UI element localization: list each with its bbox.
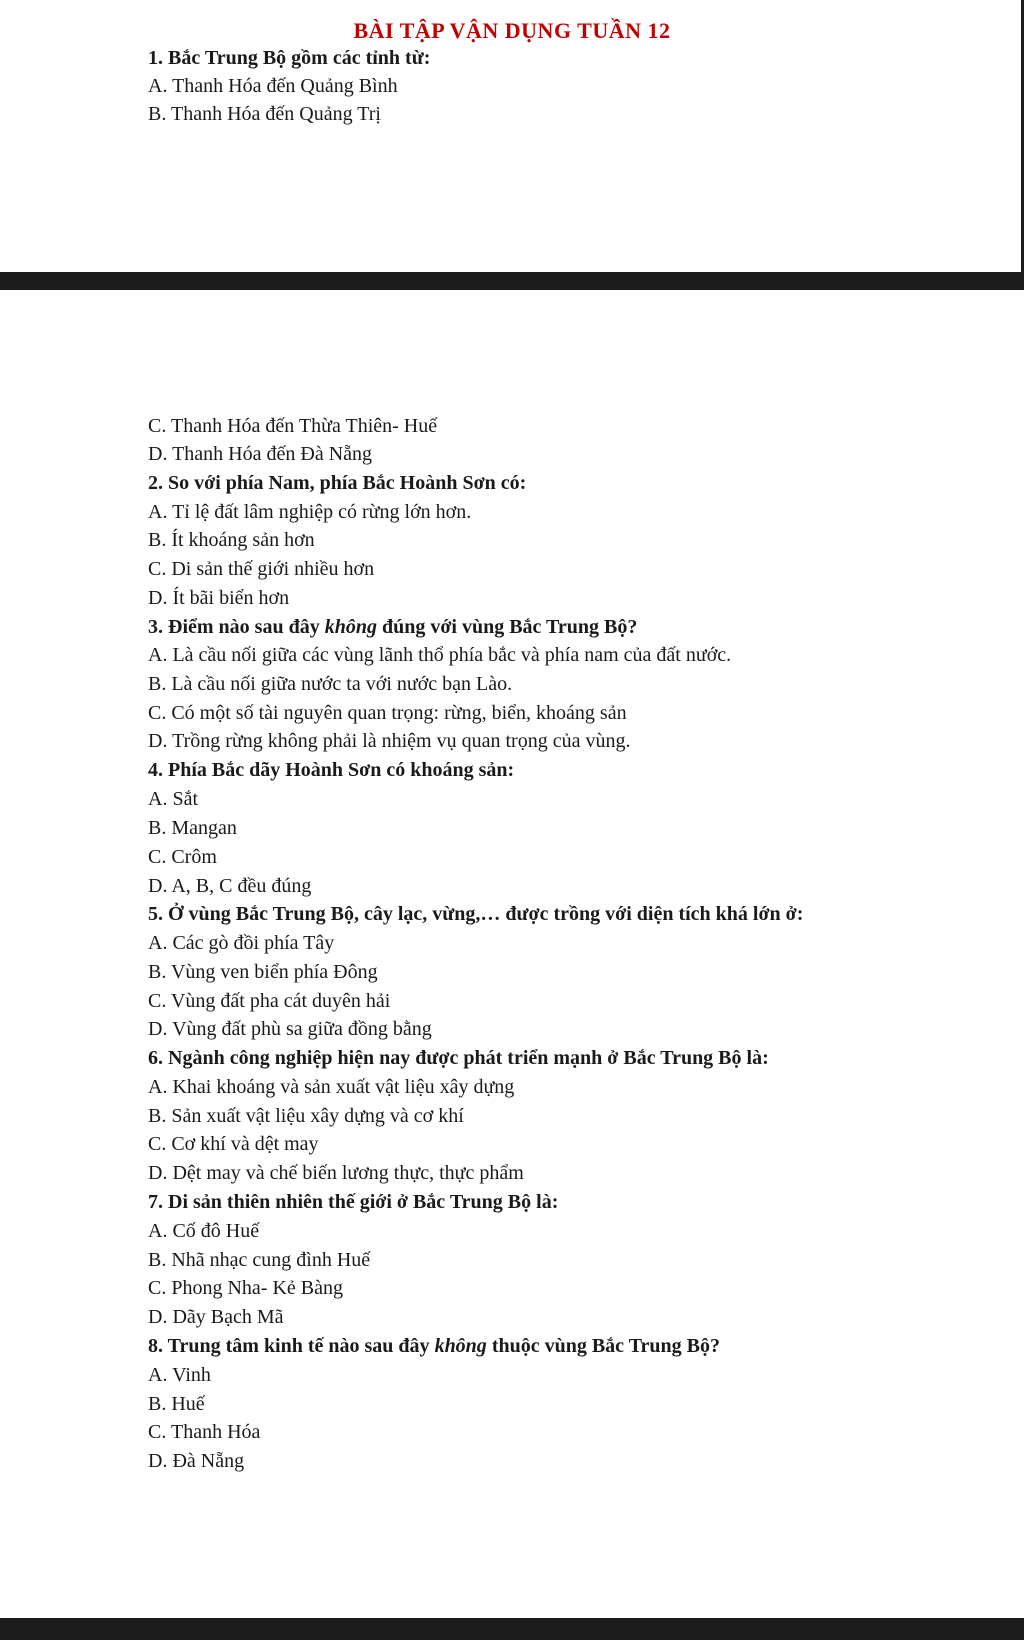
question-2-option-d: D. Ít bãi biển hơn <box>148 587 290 609</box>
question-2-option-c: C. Di sản thế giới nhiều hơn <box>148 558 375 580</box>
question-7-option-d: D. Dãy Bạch Mã <box>148 1306 284 1328</box>
question-5-option-b: B. Vùng ven biển phía Đông <box>148 961 378 983</box>
question-7-option-c: C. Phong Nha- Kẻ Bàng <box>148 1277 343 1299</box>
question-8-option-a: A. Vinh <box>148 1364 211 1386</box>
question-7-option-b: B. Nhã nhạc cung đình Huế <box>148 1249 371 1271</box>
question-2-option-a: A. Tỉ lệ đất lâm nghiệp có rừng lớn hơn. <box>148 501 472 523</box>
question-3-text-start: 3. Điểm nào sau đây <box>148 616 325 638</box>
question-1-option-a: A. Thanh Hóa đến Quảng Bình <box>148 75 398 97</box>
question-6-option-d: D. Dệt may và chế biến lương thực, thực phẩm <box>148 1162 524 1184</box>
question-8-emphasis: không <box>434 1335 487 1357</box>
question-1: 1. Bắc Trung Bộ gồm các tỉnh từ: <box>148 47 431 69</box>
page-break-bar <box>0 272 1024 290</box>
question-2: 2. So với phía Nam, phía Bắc Hoành Sơn có: <box>148 472 527 494</box>
question-4-option-a: A. Sắt <box>148 788 198 810</box>
question-2-option-b: B. Ít khoáng sản hơn <box>148 529 315 551</box>
question-6: 6. Ngành công nghiệp hiện nay được phát triển mạnh ở Bắc Trung Bộ là: <box>148 1047 769 1069</box>
question-8-option-d: D. Đà Nẵng <box>148 1450 245 1472</box>
question-8-option-b: B. Huế <box>148 1393 205 1415</box>
question-3-text-end: đúng với vùng Bắc Trung Bộ? <box>376 616 638 638</box>
question-7-option-a: A. Cố đô Huế <box>148 1220 260 1242</box>
question-3-option-a: A. Là cầu nối giữa các vùng lãnh thổ phía bắc và phía nam của đất nước. <box>148 644 732 666</box>
question-6-option-c: C. Cơ khí và dệt may <box>148 1133 319 1155</box>
question-3-option-c: C. Có một số tài nguyên quan trọng: rừng, biển, khoáng sản <box>148 702 627 724</box>
question-5-option-c: C. Vùng đất pha cát duyên hải <box>148 990 391 1012</box>
question-5-option-d: D. Vùng đất phù sa giữa đồng bằng <box>148 1018 432 1040</box>
question-8 <box>148 1334 720 1358</box>
question-8-text-end: thuộc vùng Bắc Trung Bộ? <box>486 1335 721 1357</box>
bottom-bar <box>0 1618 1024 1640</box>
question-1-option-d: D. Thanh Hóa đến Đà Nẵng <box>148 443 373 465</box>
question-8-text-start: 8. Trung tâm kinh tế nào sau đây <box>148 1335 435 1357</box>
question-5-option-a: A. Các gò đồi phía Tây <box>148 932 335 954</box>
question-3 <box>148 615 637 639</box>
worksheet-title: BÀI TẬP VẬN DỤNG TUẦN 12 <box>353 18 671 43</box>
question-4: 4. Phía Bắc dãy Hoành Sơn có khoáng sản: <box>148 759 515 781</box>
question-6-option-b: B. Sản xuất vật liệu xây dựng và cơ khí <box>148 1105 464 1127</box>
question-5: 5. Ở vùng Bắc Trung Bộ, cây lạc, vừng,… được trồng với diện tích khá lớn ở: <box>148 903 804 925</box>
question-3-option-d: D. Trồng rừng không phải là nhiệm vụ quan trọng của vùng. <box>148 730 631 752</box>
question-8-option-c: C. Thanh Hóa <box>148 1421 261 1443</box>
question-7: 7. Di sản thiên nhiên thế giới ở Bắc Trung Bộ là: <box>148 1191 559 1213</box>
question-6-option-a: A. Khai khoáng và sản xuất vật liệu xây dựng <box>148 1076 515 1098</box>
question-1-option-c: C. Thanh Hóa đến Thừa Thiên- Huế <box>148 415 438 437</box>
question-4-option-b: B. Mangan <box>148 817 237 839</box>
question-4-option-c: C. Crôm <box>148 846 217 868</box>
question-4-option-d: D. A, B, C đều đúng <box>148 875 312 897</box>
question-3-option-b: B. Là cầu nối giữa nước ta với nước bạn Lào. <box>148 673 513 695</box>
question-3-emphasis: không <box>324 616 377 638</box>
question-1-option-b: B. Thanh Hóa đến Quảng Trị <box>148 103 381 125</box>
